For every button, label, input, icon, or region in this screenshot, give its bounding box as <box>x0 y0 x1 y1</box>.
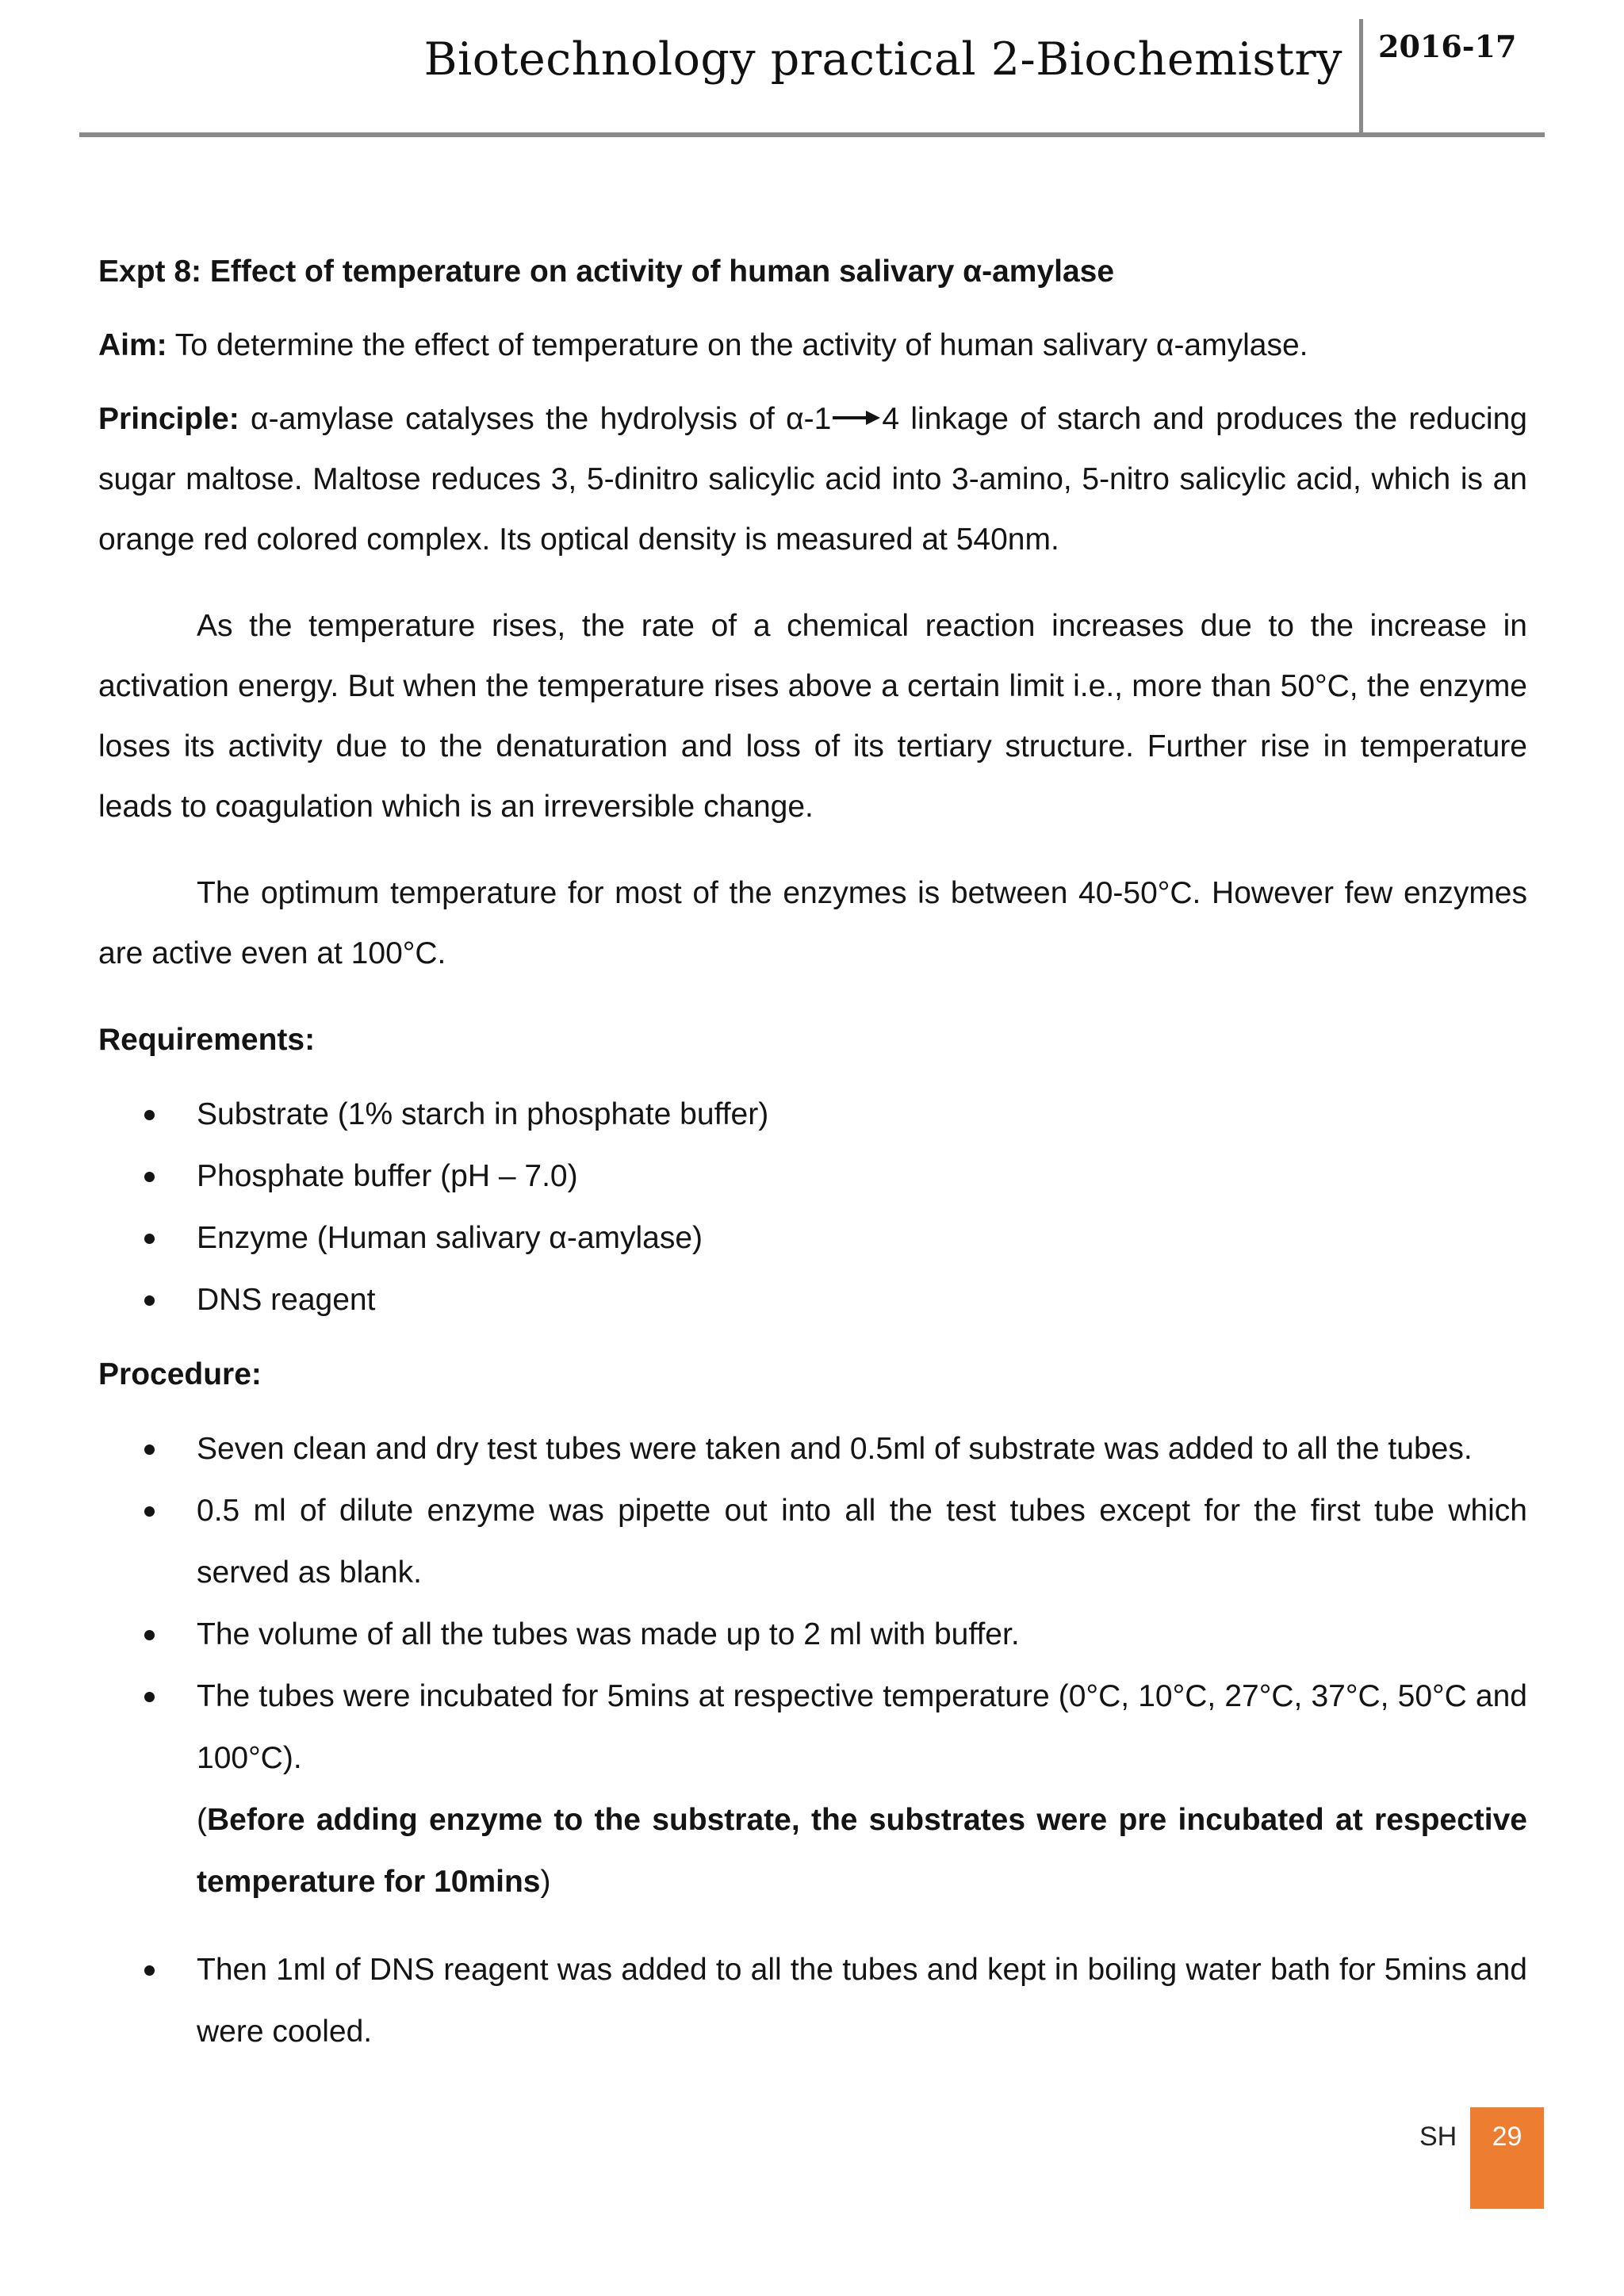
right-arrow-icon <box>833 410 880 426</box>
requirements-list <box>98 1084 1527 1331</box>
principle-text-start: α-amylase catalyses the hydrolysis of α-1 <box>239 402 832 436</box>
list-item: The volume of all the tubes was made up to 2 ml with buffer. <box>98 1604 1527 1666</box>
principle-paragraph <box>98 389 1527 570</box>
list-item: DNS reagent <box>98 1269 1527 1331</box>
aim-paragraph <box>98 316 1527 376</box>
list-item: Enzyme (Human salivary α-amylase) <box>98 1207 1527 1269</box>
aim-text: To determine the effect of temperature on the activity of human salivary α-amylase. <box>167 328 1308 362</box>
list-item: 0.5 ml of dilute enzyme was pipette out into all the test tubes except for the first tube which served as blank. <box>98 1480 1527 1604</box>
note-bold-text: Before adding enzyme to the substrate, the substrates were pre incubated at respective temperature for 10mins <box>197 1803 1527 1899</box>
running-header-year: 2016-17 <box>1378 29 1517 64</box>
note-close-paren: ) <box>540 1865 551 1899</box>
principle-text-end: 4 linkage of starch and produces the reducing sugar maltose. Maltose reduces 3, 5-dinitro salicylic acid into 3-amino, 5-nitro salicylic acid, which is an orange red colored complex. Its optical density is measured at 540nm. <box>98 402 1527 557</box>
list-item: Phosphate buffer (pH – 7.0) <box>98 1146 1527 1207</box>
header-rule <box>79 132 1545 137</box>
list-item: Seven clean and dry test tubes were taken and 0.5ml of substrate was added to all the tubes. <box>98 1418 1527 1480</box>
note-open-paren: ( <box>197 1803 207 1837</box>
list-item: Then 1ml of DNS reagent was added to all the tubes and kept in boiling water bath for 5mins and were cooled. <box>98 1939 1527 2063</box>
experiment-title: Expt 8: Effect of temperature on activity of human salivary α-amylase <box>98 254 1115 289</box>
temperature-paragraph: As the temperature rises, the rate of a chemical reaction increases due to the increase in activation energy. But when the temperature rises above a certain limit i.e., more than 50°C, the enzyme loses its activity due to the denaturation and loss of its tertiary structure. Further rise in temperature leads to coagulation which is an irreversible change. <box>98 609 1527 824</box>
principle-label: Principle: <box>98 402 239 436</box>
preincubation-note <box>197 1789 1527 1913</box>
aim-label: Aim: <box>98 328 167 362</box>
procedure-heading: Procedure: <box>98 1357 262 1391</box>
list-item-incubation <box>98 1666 1527 1913</box>
running-header-title: Biotechnology practical 2-Biochemistry <box>423 33 1342 86</box>
footer-initials: SH <box>1419 2122 1457 2152</box>
incubation-text: The tubes were incubated for 5mins at respective temperature (0°C, 10°C, 27°C, 37°C, 50°C and 100°C). <box>197 1679 1527 1775</box>
requirements-heading: Requirements: <box>98 1023 316 1057</box>
page-body <box>98 242 1527 2063</box>
header-divider-vertical <box>1359 19 1363 136</box>
optimum-paragraph: The optimum temperature for most of the enzymes is between 40-50°C. However few enzymes are active even at 100°C. <box>98 876 1527 970</box>
procedure-list <box>98 1418 1527 2063</box>
page-number: 29 <box>1492 2122 1522 2152</box>
list-item: Substrate (1% starch in phosphate buffer) <box>98 1084 1527 1146</box>
